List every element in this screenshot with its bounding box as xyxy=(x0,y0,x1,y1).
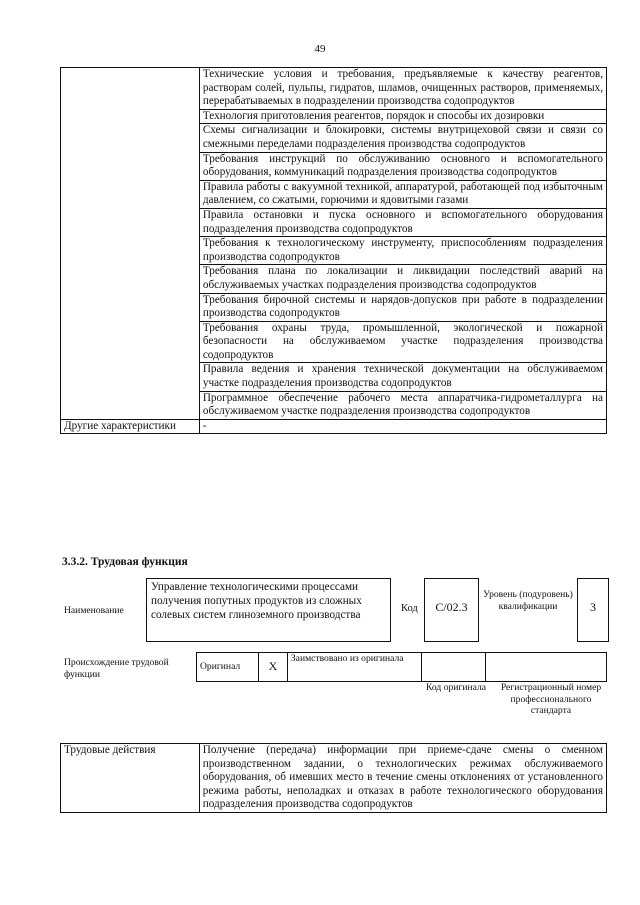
page-number: 49 xyxy=(314,43,326,55)
level-label: Уровень (подуровень) квалификации xyxy=(483,589,573,612)
knowledge-item: Правила остановки и пуска основного и вспомогательного оборудования подразделения производства содопродуктов xyxy=(199,208,606,236)
origin-reg-cell xyxy=(486,653,607,682)
knowledge-item: Правила работы с вакуумной техникой, аппаратурой, работающей под избыточным давлением, со сжатыми, горючими и ядовитыми газами xyxy=(199,180,606,208)
knowledge-table xyxy=(60,67,607,434)
table-row xyxy=(61,744,607,813)
origin-label: Происхождение трудовой функции xyxy=(64,657,169,680)
actions-table xyxy=(60,743,607,813)
section-heading: 3.3.2. Трудовая функция xyxy=(62,556,188,568)
knowledge-item: Правила ведения и хранения технической документации на обслуживаемом участке подразделения производства содопродуктов xyxy=(199,363,606,391)
actions-label: Трудовые действия xyxy=(61,744,200,813)
origin-table xyxy=(196,652,607,682)
table-row xyxy=(197,653,607,682)
name-label: Наименование xyxy=(64,605,124,616)
table-row xyxy=(61,68,607,110)
other-characteristics-label: Другие характеристики xyxy=(61,419,200,434)
knowledge-item: Технические условия и требования, предъявляемые к качеству реагентов, растворам солей, пульпы, гидратов, шламов, очищенных растворов, применяемых, перерабатываемых в подразделении производства содопродуктов xyxy=(199,68,606,110)
original-label: Оригинал xyxy=(197,653,259,682)
knowledge-item: Требования к технологическому инструменту, приспособлениям подразделения производства содопродуктов xyxy=(199,237,606,265)
borrowed-label: Заимствовано из оригинала xyxy=(287,653,421,682)
knowledge-item: Технология приготовления реагентов, порядок и способы их дозировки xyxy=(199,109,606,124)
knowledge-item: Программное обеспечение рабочего места аппаратчика-гидрометаллурга на обслуживаемом участке подразделения производства содопродуктов xyxy=(199,391,606,419)
function-name-value: Управление технологическими процессами получения попутных продуктов из сложных солевых систем глиноземного производства xyxy=(151,581,362,621)
code-value: C/02.3 xyxy=(435,600,468,614)
knowledge-item: Схемы сигнализации и блокировки, системы внутрицеховой связи и связи со смежными переделами подразделения производства содопродуктов xyxy=(199,124,606,152)
level-value: 3 xyxy=(590,600,596,614)
original-mark: X xyxy=(258,653,287,682)
other-characteristics-value: - xyxy=(199,419,606,434)
origin-code-cell xyxy=(421,653,486,682)
knowledge-label-cell xyxy=(61,68,200,420)
code-box xyxy=(424,578,479,642)
code-caption: Код оригинала xyxy=(425,682,487,693)
actions-value: Получение (передача) информации при приеме-сдаче смены о сменном производственном задании, о технологических режимах обслуживаемого оборудования, об имевших место в течение смены отклонениях от установленного режима работы, неполадках и отказах в работе технологического оборудования подразделения производства содопродуктов xyxy=(199,744,606,813)
knowledge-item: Требования инструкций по обслуживанию основного и вспомогательного оборудования, коммуникаций подразделения производства содопродуктов xyxy=(199,152,606,180)
knowledge-item: Требования бирочной системы и нарядов-допусков при работе в подразделении производства содопродуктов xyxy=(199,293,606,321)
function-name-box xyxy=(146,578,391,642)
level-box xyxy=(577,578,609,642)
code-label: Код xyxy=(401,603,418,614)
knowledge-item: Требования охраны труда, промышленной, экологической и пожарной безопасности на обслуживаемом участке подразделения производства содопродуктов xyxy=(199,321,606,363)
knowledge-item: Требования плана по локализации и ликвидации последствий аварий на обслуживаемых участках подразделения производства содопродуктов xyxy=(199,265,606,293)
table-row xyxy=(61,419,607,434)
reg-caption: Регистрационный номер профессионального стандарта xyxy=(500,682,602,716)
